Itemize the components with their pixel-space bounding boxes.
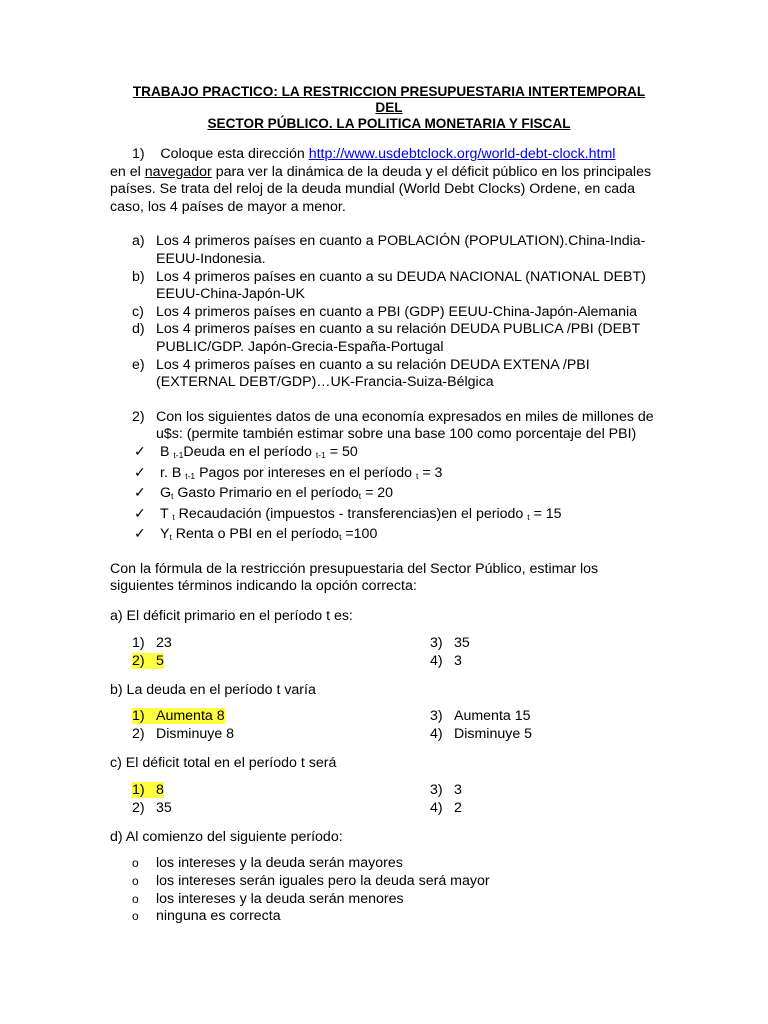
option-content <box>132 726 234 742</box>
option-text: 35 <box>454 634 470 651</box>
option-number: 1) <box>132 708 145 725</box>
data-text: = 20 <box>361 485 394 502</box>
option-number: 3) <box>430 781 443 798</box>
subscript: t <box>358 491 362 502</box>
intro-text: Con la fórmula de la restricción presupuestaria del Sector Público, estimar los siguientes términos indicando la opción correcta: <box>110 560 599 595</box>
option-text: 2 <box>454 799 462 816</box>
question-1-items <box>110 233 658 391</box>
option-text: 23 <box>156 634 172 651</box>
checkmark-icon: ✓ <box>134 485 146 502</box>
subscript: t-1 <box>173 449 184 460</box>
options-grid <box>110 782 658 818</box>
options-grid <box>110 708 658 744</box>
subscript: t-1 <box>185 470 196 481</box>
data-row <box>110 506 658 527</box>
answer-option[interactable] <box>430 782 462 800</box>
option-text: 5 <box>156 652 164 669</box>
option-number: 2) <box>132 799 145 816</box>
subscript: t <box>339 532 342 543</box>
list-item <box>110 321 658 356</box>
checkmark-icon: ✓ <box>134 464 146 481</box>
item-marker: d) <box>132 321 145 338</box>
mc-questions <box>110 608 658 818</box>
item-text: Los 4 primeros países en cuanto a PBI (GDP) EEUU-China-Japón-Alemania <box>156 303 638 320</box>
options-grid <box>110 635 658 671</box>
question-1-body-post: para ver la dinámica de la deuda y el déficit público en los principales países. Se trata del reloj de la deuda mundial (World Debt Clocks) Ordene, en cada caso, los 4 países de mayor a menor. <box>110 163 652 215</box>
highlighted-answer <box>132 653 164 669</box>
circle-bullet-icon: o <box>132 856 139 871</box>
answer-option[interactable] <box>132 800 172 818</box>
question-1 <box>110 146 658 164</box>
subscript: t <box>172 511 175 522</box>
data-text: T <box>160 505 173 522</box>
data-checklist <box>110 444 658 547</box>
answer-option[interactable] <box>430 635 470 653</box>
option-text: 35 <box>156 799 172 816</box>
document-page <box>110 84 658 926</box>
option-content <box>430 653 462 669</box>
question-2-text: Con los siguientes datos de una economía expresados en miles de millones de u$s: (permite también estimar sobre una base 100 como porcentaje del PBI) <box>156 408 654 443</box>
answer-option[interactable] <box>430 726 532 744</box>
checkmark-icon: ✓ <box>134 505 146 522</box>
answer-option[interactable] <box>110 855 658 873</box>
list-item <box>110 233 658 268</box>
document-title: TRABAJO PRACTICO: LA RESTRICCION PRESUPUESTARIA INTERTEMPORAL DEL SECTOR PÚBLICO. LA POLITICA MONETARIA Y FISCAL <box>132 84 646 131</box>
checkmark-icon: ✓ <box>134 443 146 460</box>
answer-option[interactable] <box>430 800 462 818</box>
data-text: G <box>160 485 172 502</box>
answer-option[interactable] <box>132 726 234 744</box>
option-text: los intereses serán iguales pero la deuda será mayor <box>156 873 490 890</box>
question-2 <box>110 409 658 444</box>
question-d-title: d) Al comienzo del siguiente período: <box>110 828 343 845</box>
debt-clock-link[interactable]: http://www.usdebtclock.org/world-debt-clock.html <box>308 146 616 162</box>
option-text: 3 <box>454 781 462 798</box>
item-text: Los 4 primeros países en cuanto a su relación DEUDA EXTENA /PBI (EXTERNAL DEBT/GDP)…UK-Francia-Suiza-Bélgica <box>156 356 590 391</box>
data-text: B <box>160 443 174 460</box>
answer-option[interactable] <box>110 908 658 926</box>
option-text: Aumenta 8 <box>156 708 225 725</box>
item-text: Los 4 primeros países en cuanto a su relación DEUDA PUBLICA /PBI (DEBT PUBLIC/GDP. Japón-Grecia-España-Portugal <box>156 321 640 355</box>
highlighted-answer <box>132 782 164 798</box>
question-title: a) El déficit primario en el período t es: <box>110 608 353 625</box>
data-text: = 15 <box>529 505 562 522</box>
option-text: ninguna es correcta <box>156 908 281 925</box>
data-text: r. B <box>160 464 186 481</box>
data-row <box>110 444 658 465</box>
option-number: 4) <box>430 799 443 816</box>
list-item <box>110 304 658 322</box>
option-text: 8 <box>156 781 164 798</box>
option-number: 1) <box>132 634 145 651</box>
option-text: Disminuye 5 <box>454 726 533 743</box>
question-d-options <box>110 855 658 925</box>
option-content <box>430 708 531 724</box>
answer-option[interactable] <box>110 891 658 909</box>
subscript: t <box>527 511 530 522</box>
subscript: t <box>171 491 174 502</box>
subscript: t <box>169 532 172 543</box>
data-row <box>110 526 658 547</box>
option-number: 3) <box>430 708 443 725</box>
option-number: 3) <box>430 634 443 651</box>
option-number: 4) <box>430 652 443 669</box>
item-marker: e) <box>132 356 145 373</box>
item-marker: b) <box>132 268 145 285</box>
option-content <box>132 635 172 651</box>
option-number: 4) <box>430 726 443 743</box>
data-row <box>110 465 658 486</box>
item-marker: c) <box>132 303 144 320</box>
highlighted-answer <box>132 708 225 724</box>
data-text: =100 <box>341 526 378 543</box>
checkmark-icon: ✓ <box>134 526 146 543</box>
option-text: 3 <box>454 652 462 669</box>
option-content <box>430 800 462 816</box>
option-number: 2) <box>132 726 145 743</box>
answer-option[interactable] <box>132 653 164 671</box>
navegador-word: navegador <box>144 163 212 180</box>
circle-bullet-icon: o <box>132 891 139 906</box>
data-text: = 50 <box>325 443 358 460</box>
answer-option[interactable] <box>110 873 658 891</box>
list-item <box>110 269 658 304</box>
subscript: t-1 <box>315 449 326 460</box>
item-text: Los 4 primeros países en cuanto a POBLACIÓN (POPULATION).China-India-EEUU-Indonesia. <box>156 233 646 267</box>
circle-bullet-icon: o <box>132 909 139 924</box>
answer-option[interactable] <box>132 782 164 800</box>
data-text: Deuda en el período <box>183 443 316 460</box>
option-content <box>132 800 172 816</box>
data-row <box>110 485 658 506</box>
option-content <box>430 782 462 798</box>
question-title: c) El déficit total en el período t será <box>110 755 337 772</box>
question-title: b) La deuda en el período t varía <box>110 681 316 698</box>
option-text: Aumenta 15 <box>454 708 531 725</box>
data-text: Renta o PBI en el período <box>171 526 340 543</box>
circle-bullet-icon: o <box>132 874 139 889</box>
data-text: = 3 <box>418 464 443 481</box>
question-1-body-pre: en el <box>110 163 145 180</box>
option-text: Disminuye 8 <box>156 726 235 743</box>
option-content <box>430 726 532 742</box>
question-2-number: 2) <box>132 408 145 425</box>
subscript: t <box>416 470 419 481</box>
data-text: Y <box>160 526 170 543</box>
answer-option[interactable] <box>430 708 531 726</box>
question-1-text: Coloque esta dirección <box>160 146 309 162</box>
data-text: Recaudación (impuestos - transferencias)en el periodo <box>174 505 528 522</box>
data-text: Gasto Primario en el período <box>173 485 359 502</box>
option-text: los intereses y la deuda serán mayores <box>156 855 403 872</box>
item-text: Los 4 primeros países en cuanto a su DEUDA NACIONAL (NATIONAL DEBT) EEUU-China-Japón-UK <box>156 268 646 303</box>
answer-option[interactable] <box>132 635 172 653</box>
list-item <box>110 357 658 392</box>
question-1-number: 1) <box>132 146 145 162</box>
question-1-body <box>110 164 658 217</box>
option-number: 2) <box>132 652 145 669</box>
answer-option[interactable] <box>430 653 462 671</box>
data-text: Pagos por intereses en el período <box>195 464 416 481</box>
option-text: los intereses y la deuda serán menores <box>156 890 404 907</box>
option-content <box>430 635 470 651</box>
answer-option[interactable] <box>132 708 225 726</box>
option-number: 1) <box>132 781 145 798</box>
item-marker: a) <box>132 233 145 250</box>
